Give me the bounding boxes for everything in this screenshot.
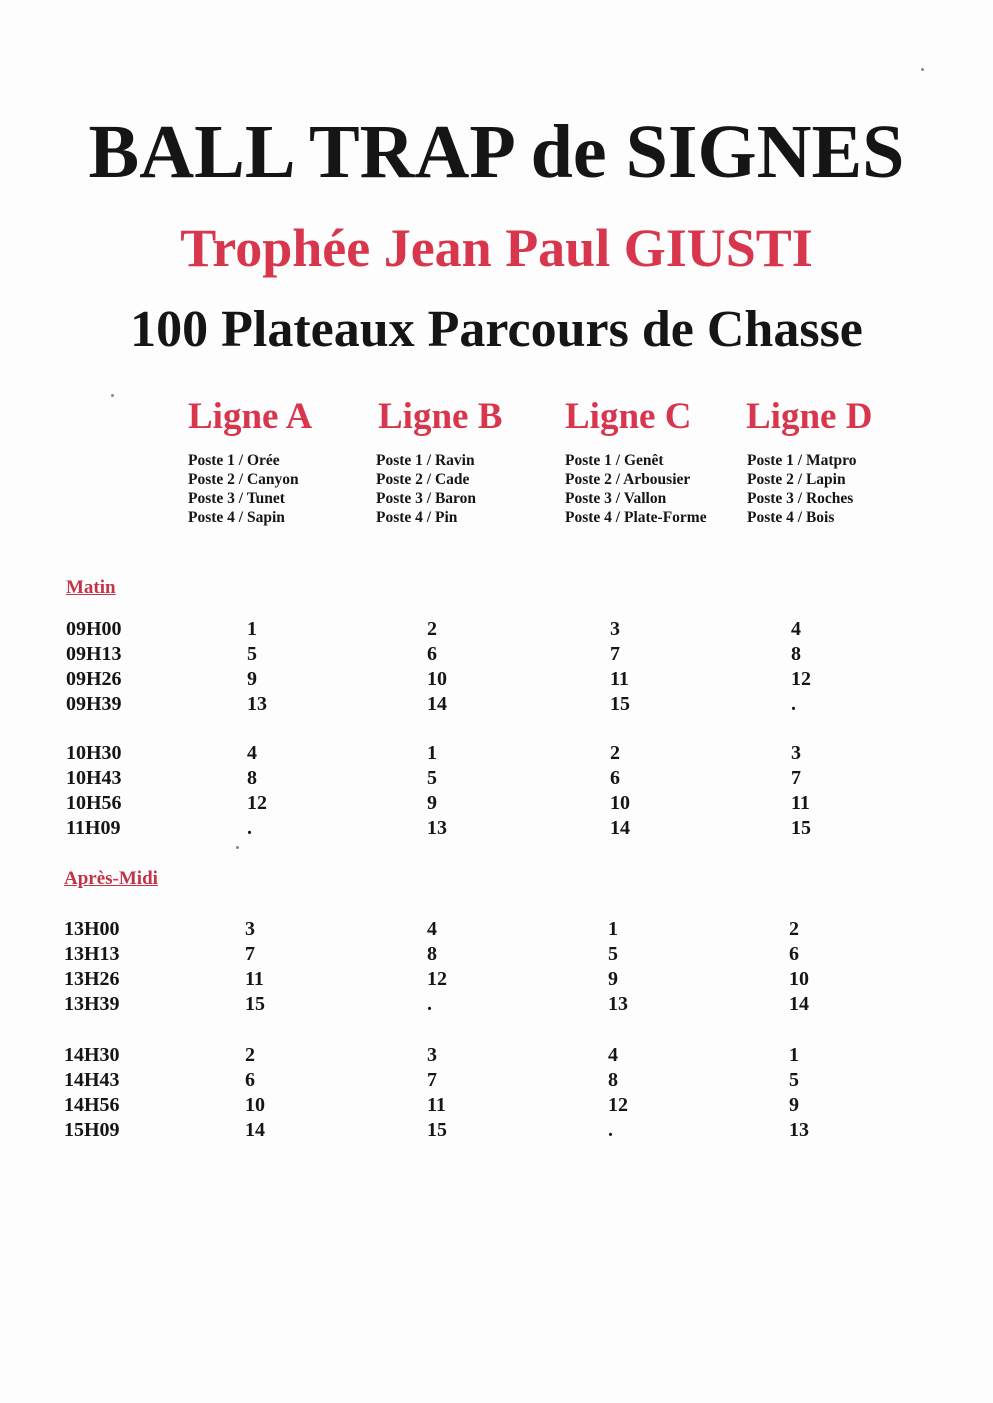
schedule-row (0, 1068, 993, 1093)
squad-cell-ligne-b: 5 (427, 767, 437, 789)
squad-cell-ligne-d: 14 (789, 993, 809, 1015)
poste-item: Poste 3 / Vallon (565, 490, 667, 507)
time-cell: 10H43 (66, 767, 122, 789)
poste-item: Poste 3 / Baron (376, 490, 477, 507)
squad-cell-ligne-a: 12 (247, 792, 267, 814)
squad-cell-ligne-b: 9 (427, 792, 437, 814)
squad-cell-ligne-a: 5 (247, 643, 257, 665)
squad-cell-ligne-c: 4 (608, 1044, 618, 1066)
scan-speck (921, 68, 924, 71)
squad-cell-ligne-c: 14 (610, 817, 630, 839)
squad-cell-ligne-c: 12 (608, 1094, 628, 1116)
schedule-row (0, 942, 993, 967)
schedule-row (0, 642, 993, 667)
schedule-row (0, 667, 993, 692)
squad-cell-ligne-b: 10 (427, 668, 447, 690)
schedule-row (0, 1093, 993, 1118)
poste-item: Poste 1 / Genêt (565, 452, 664, 469)
scan-speck (111, 394, 114, 397)
ligne-c-heading: Ligne C (565, 396, 692, 437)
squad-cell-ligne-d: 3 (791, 742, 801, 764)
schedule-row (0, 741, 993, 766)
squad-cell-ligne-d: 13 (789, 1119, 809, 1141)
schedule-row (0, 1043, 993, 1068)
squad-cell-ligne-b: 3 (427, 1044, 437, 1066)
squad-cell-ligne-c: 13 (608, 993, 628, 1015)
poste-item: Poste 4 / Bois (747, 509, 835, 526)
squad-cell-ligne-a: 14 (245, 1119, 265, 1141)
squad-cell-ligne-a: 9 (247, 668, 257, 690)
poste-item: Poste 1 / Matpro (747, 452, 857, 469)
squad-cell-ligne-c: 15 (610, 693, 630, 715)
squad-cell-ligne-b: 8 (427, 943, 437, 965)
squad-cell-ligne-b: 12 (427, 968, 447, 990)
schedule-row (0, 1118, 993, 1143)
squad-cell-ligne-a: 3 (245, 918, 255, 940)
schedule-row (0, 692, 993, 717)
squad-cell-ligne-d: 6 (789, 943, 799, 965)
squad-cell-ligne-b: . (427, 993, 432, 1015)
time-cell: 09H39 (66, 693, 122, 715)
time-cell: 14H43 (64, 1069, 120, 1091)
time-cell: 09H13 (66, 643, 122, 665)
time-cell: 14H56 (64, 1094, 120, 1116)
time-cell: 10H30 (66, 742, 122, 764)
poste-item: Poste 3 / Tunet (188, 490, 285, 507)
squad-cell-ligne-d: 4 (791, 618, 801, 640)
squad-cell-ligne-d: . (791, 693, 796, 715)
squad-cell-ligne-a: . (247, 817, 252, 839)
squad-cell-ligne-b: 6 (427, 643, 437, 665)
ligne-a-heading: Ligne A (188, 396, 313, 437)
squad-cell-ligne-c: 8 (608, 1069, 618, 1091)
squad-cell-ligne-a: 11 (245, 968, 264, 990)
squad-cell-ligne-c: 5 (608, 943, 618, 965)
squad-cell-ligne-b: 11 (427, 1094, 446, 1116)
squad-cell-ligne-b: 7 (427, 1069, 437, 1091)
squad-cell-ligne-a: 6 (245, 1069, 255, 1091)
time-cell: 13H00 (64, 918, 120, 940)
squad-cell-ligne-b: 15 (427, 1119, 447, 1141)
poste-item: Poste 1 / Orée (188, 452, 280, 469)
squad-cell-ligne-b: 14 (427, 693, 447, 715)
schedule-row (0, 816, 993, 841)
scan-speck (236, 846, 239, 849)
document-title: BALL TRAP de SIGNES (88, 110, 905, 194)
squad-cell-ligne-c: 1 (608, 918, 618, 940)
schedule-block-matin-2 (0, 741, 993, 841)
ligne-b-heading: Ligne B (378, 396, 503, 437)
time-cell: 15H09 (64, 1119, 120, 1141)
time-cell: 13H26 (64, 968, 120, 990)
poste-item: Poste 2 / Canyon (188, 471, 299, 488)
squad-cell-ligne-a: 8 (247, 767, 257, 789)
squad-cell-ligne-d: 9 (789, 1094, 799, 1116)
ligne-c-postes (565, 451, 707, 527)
schedule-block-apres-midi-1 (0, 917, 993, 1017)
squad-cell-ligne-d: 15 (791, 817, 811, 839)
event-title: 100 Plateaux Parcours de Chasse (130, 301, 863, 358)
squad-cell-ligne-d: 10 (789, 968, 809, 990)
time-cell: 09H26 (66, 668, 122, 690)
poste-item: Poste 2 / Cade (376, 471, 470, 488)
squad-cell-ligne-c: 9 (608, 968, 618, 990)
poste-item: Poste 4 / Plate-Forme (565, 509, 707, 526)
poste-item: Poste 2 / Arbousier (565, 471, 691, 488)
squad-cell-ligne-a: 2 (245, 1044, 255, 1066)
document-subtitle: Trophée Jean Paul GIUSTI (180, 218, 813, 278)
squad-cell-ligne-a: 13 (247, 693, 267, 715)
squad-cell-ligne-d: 5 (789, 1069, 799, 1091)
poste-item: Poste 4 / Pin (376, 509, 458, 526)
poste-item: Poste 4 / Sapin (188, 509, 285, 526)
squad-cell-ligne-c: 2 (610, 742, 620, 764)
squad-cell-ligne-d: 8 (791, 643, 801, 665)
squad-cell-ligne-d: 1 (789, 1044, 799, 1066)
schedule-row (0, 617, 993, 642)
schedule-row (0, 967, 993, 992)
poste-item: Poste 3 / Roches (747, 490, 854, 507)
squad-cell-ligne-c: 6 (610, 767, 620, 789)
ligne-d-heading: Ligne D (746, 396, 873, 437)
squad-cell-ligne-c: . (608, 1119, 613, 1141)
squad-cell-ligne-d: 11 (791, 792, 810, 814)
time-cell: 11H09 (66, 817, 121, 839)
squad-cell-ligne-d: 7 (791, 767, 801, 789)
squad-cell-ligne-c: 3 (610, 618, 620, 640)
squad-cell-ligne-d: 2 (789, 918, 799, 940)
squad-cell-ligne-a: 15 (245, 993, 265, 1015)
squad-cell-ligne-b: 1 (427, 742, 437, 764)
poste-item: Poste 1 / Ravin (376, 452, 475, 469)
squad-cell-ligne-c: 10 (610, 792, 630, 814)
ligne-a-postes (188, 451, 299, 527)
schedule-row (0, 766, 993, 791)
squad-cell-ligne-a: 1 (247, 618, 257, 640)
squad-cell-ligne-b: 13 (427, 817, 447, 839)
squad-cell-ligne-c: 7 (610, 643, 620, 665)
squad-cell-ligne-a: 10 (245, 1094, 265, 1116)
section-matin-label: Matin (66, 577, 116, 598)
schedule-row (0, 992, 993, 1017)
time-cell: 09H00 (66, 618, 122, 640)
ligne-b-postes (376, 451, 476, 527)
squad-cell-ligne-b: 2 (427, 618, 437, 640)
schedule-row (0, 917, 993, 942)
schedule-row (0, 791, 993, 816)
poste-item: Poste 2 / Lapin (747, 471, 846, 488)
ligne-d-postes (747, 451, 856, 527)
squad-cell-ligne-a: 7 (245, 943, 255, 965)
squad-cell-ligne-a: 4 (247, 742, 257, 764)
squad-cell-ligne-d: 12 (791, 668, 811, 690)
squad-cell-ligne-b: 4 (427, 918, 437, 940)
time-cell: 13H13 (64, 943, 120, 965)
time-cell: 13H39 (64, 993, 120, 1015)
section-apres-midi-label: Après-Midi (64, 868, 158, 889)
time-cell: 14H30 (64, 1044, 120, 1066)
schedule-block-matin-1 (0, 617, 993, 717)
schedule-block-apres-midi-2 (0, 1043, 993, 1143)
squad-cell-ligne-c: 11 (610, 668, 629, 690)
time-cell: 10H56 (66, 792, 122, 814)
